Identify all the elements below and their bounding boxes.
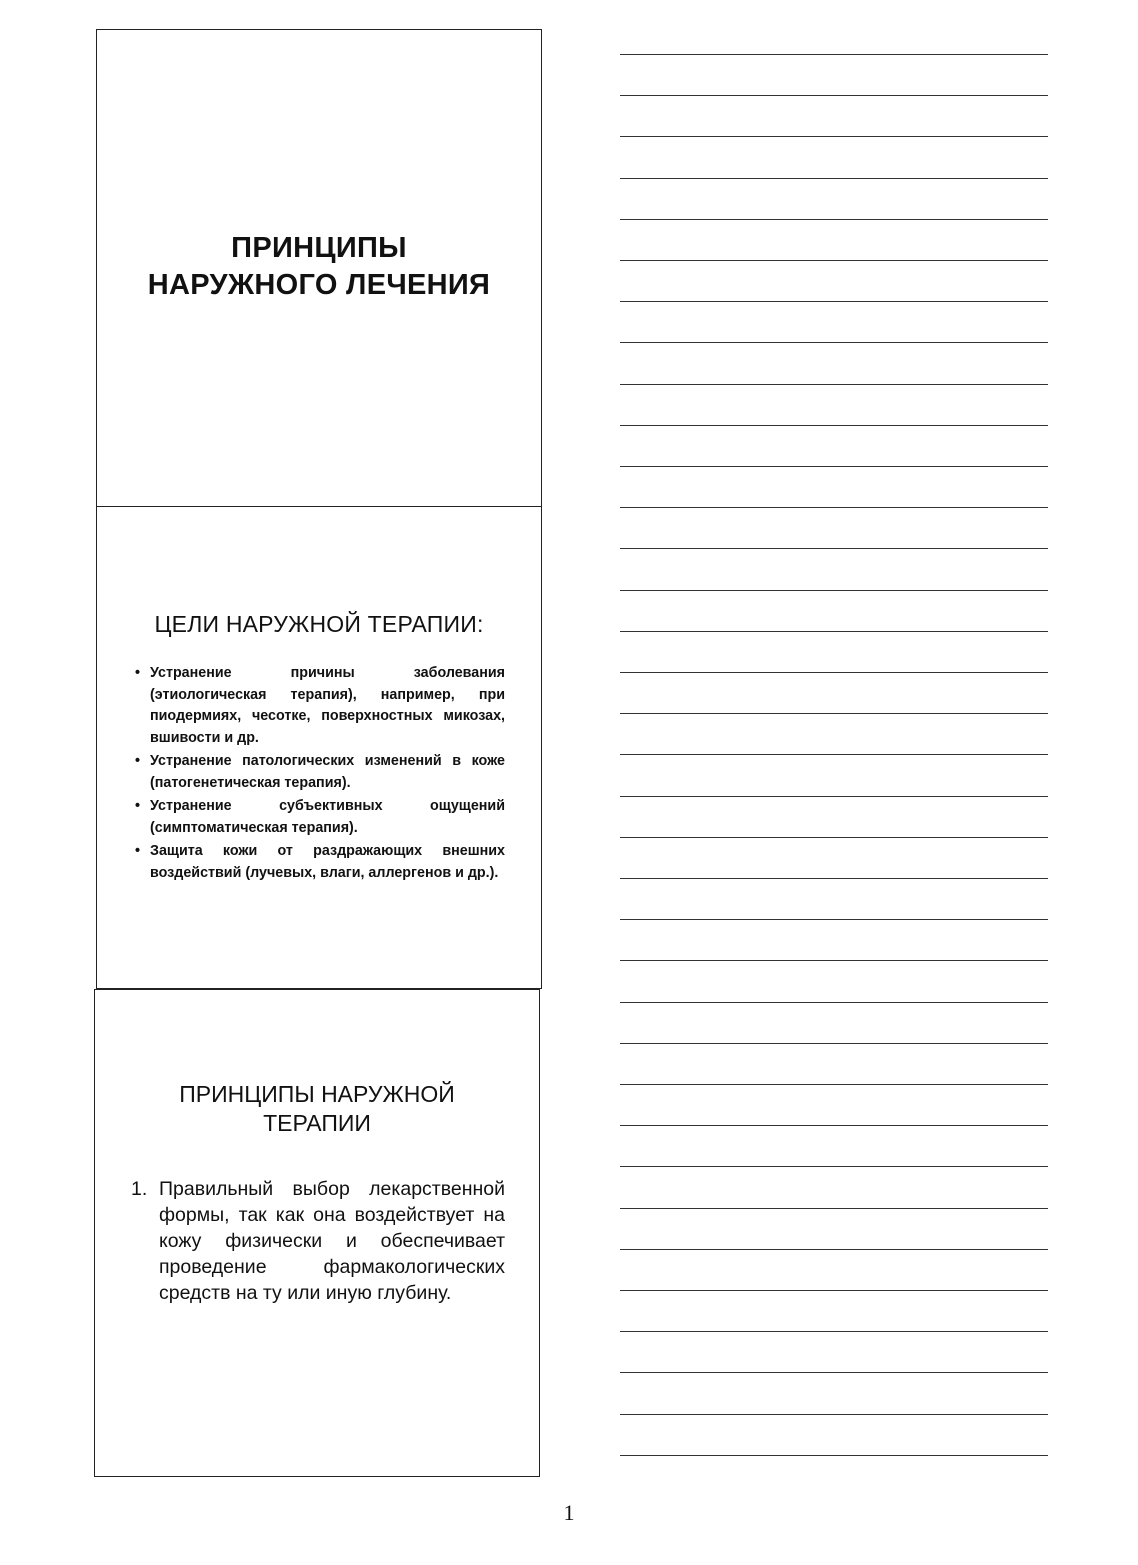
title-line-2: НАРУЖНОГО ЛЕЧЕНИЯ (147, 269, 491, 301)
list-item: • Устранение причины заболевания (этиологическая терапия), например, при пиодермиях, чесотке, поверхностных микозах, вшивости и др. (133, 663, 505, 749)
slide-goals (96, 507, 542, 989)
note-line (620, 219, 1048, 220)
note-line (620, 1372, 1048, 1373)
list-item-number: 1. (131, 1178, 148, 1200)
page-number: 1 (563, 1500, 575, 1525)
note-line (620, 260, 1048, 261)
principles-heading (95, 1080, 539, 1138)
goals-list (133, 663, 505, 886)
goals-heading: ЦЕЛИ НАРУЖНОЙ ТЕРАПИИ: (154, 611, 484, 637)
list-item (131, 1176, 505, 1306)
note-line (620, 1043, 1048, 1044)
principles-heading-line-1: ПРИНЦИПЫ НАРУЖНОЙ (179, 1081, 455, 1107)
note-line (620, 590, 1048, 591)
note-line (620, 507, 1048, 508)
principles-list (131, 1176, 505, 1306)
note-line (620, 425, 1048, 426)
principles-heading-line-2: ТЕРАПИИ (263, 1110, 371, 1136)
note-line (620, 713, 1048, 714)
note-line (620, 1331, 1048, 1332)
slide-title-heading (97, 230, 541, 304)
list-item: • Защита кожи от раздражающих внешних воздействий (лучевых, влаги, аллергенов и др.). (133, 841, 505, 884)
note-line (620, 878, 1048, 879)
note-line (620, 1208, 1048, 1209)
slide-title (96, 29, 542, 507)
note-line (620, 837, 1048, 838)
title-line-1: ПРИНЦИПЫ (231, 232, 407, 264)
note-line (620, 342, 1048, 343)
note-line (620, 301, 1048, 302)
notes-lines (620, 0, 1048, 1480)
note-line (620, 384, 1048, 385)
note-line (620, 178, 1048, 179)
note-line (620, 960, 1048, 961)
list-item-text: Правильный выбор лекарственной формы, так как она воздействует на кожу физически и обеспечивает проведение фармакологических средств на ту или иную глубину. (159, 1178, 505, 1304)
note-line (620, 1455, 1048, 1456)
note-line (620, 466, 1048, 467)
list-item: • Устранение субъективных ощущений (симптоматическая терапия). (133, 796, 505, 839)
note-line (620, 548, 1048, 549)
note-line (620, 631, 1048, 632)
note-line (620, 672, 1048, 673)
note-line (620, 796, 1048, 797)
slide-principles (94, 989, 540, 1477)
note-line (620, 136, 1048, 137)
note-line (620, 1290, 1048, 1291)
list-item: • Устранение патологических изменений в коже (патогенетическая терапия). (133, 751, 505, 794)
note-line (620, 95, 1048, 96)
note-line (620, 919, 1048, 920)
note-line (620, 1084, 1048, 1085)
note-line (620, 1414, 1048, 1415)
note-line (620, 1249, 1048, 1250)
note-line (620, 1166, 1048, 1167)
note-line (620, 1002, 1048, 1003)
note-line (620, 54, 1048, 55)
note-line (620, 754, 1048, 755)
note-line (620, 1125, 1048, 1126)
